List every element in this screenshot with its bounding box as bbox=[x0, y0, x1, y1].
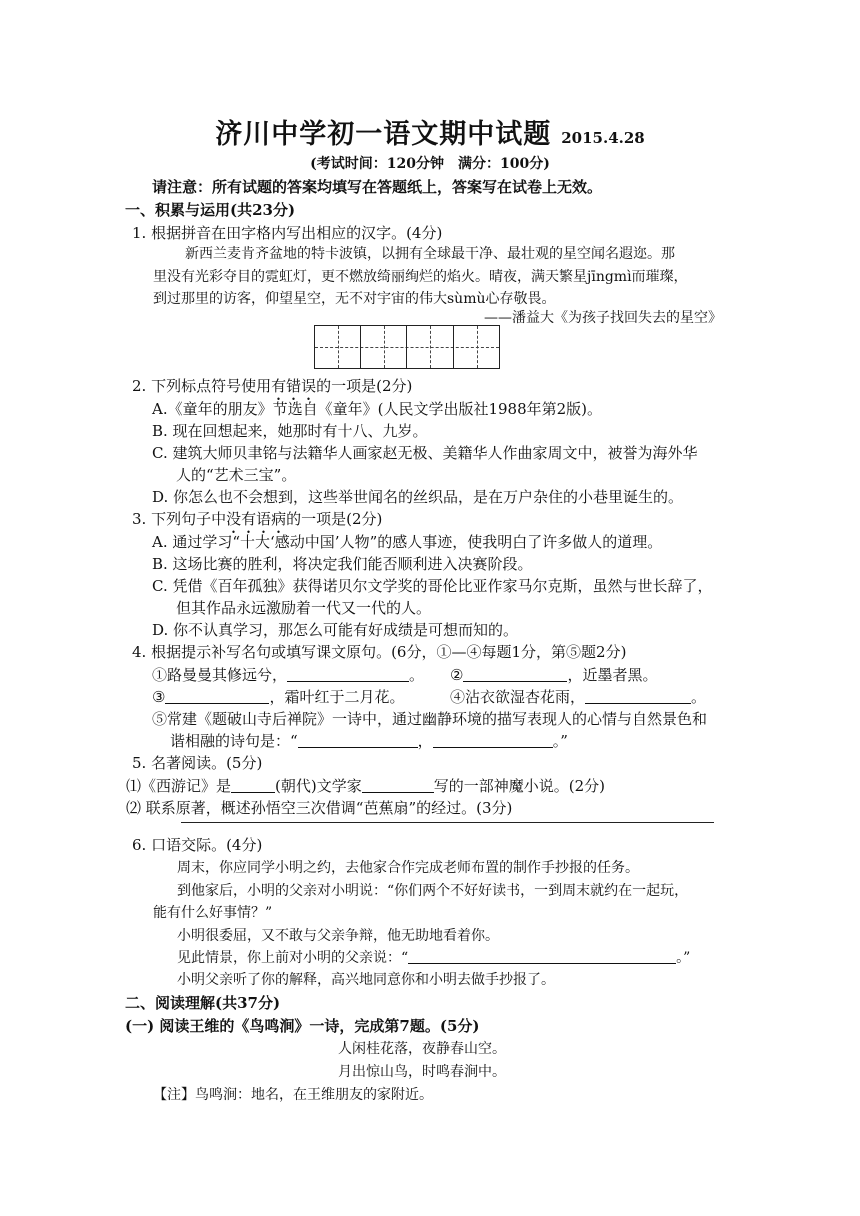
q5-stem: 5. 名著阅读。(5分) bbox=[132, 754, 263, 772]
title-text: 济川中学初一语文期中试题 bbox=[215, 119, 552, 150]
answer-blank bbox=[231, 778, 275, 793]
answer-blank bbox=[165, 689, 269, 704]
answer-blank bbox=[408, 949, 676, 964]
q6-line-4: 小明很委屈，又不敢与父亲争辩，他无助地看着你。 bbox=[177, 928, 499, 944]
q3-option-a: A. 通过学习“十大‘感动中国’人物”的感人事迹，使我明白了许多做人的道理。 bbox=[152, 533, 663, 551]
q3-option-d: D. 你不认真学习，那怎么可能有好成绩是可想而知的。 bbox=[152, 621, 519, 639]
exam-notice: 请注意：所有试题的答案均填写在答题纸上，答案写在试卷上无效。 bbox=[152, 178, 603, 196]
q2-option-d: D. 你怎么也不会想到，这些举世闻名的丝织品，是在万户杂住的小巷里诞生的。 bbox=[152, 488, 684, 506]
q2-option-b: B. 现在回想起来，她那时有十八、九岁。 bbox=[152, 422, 428, 440]
q4-item-5-line-1: ⑤常建《题破山寺后禅院》一诗中，通过幽静环境的描写表现人的心情与自然景色和 bbox=[152, 710, 708, 728]
q1-passage-line-3: 到过那里的访客，仰望星空，无不对宇宙的伟大sùmù心存敬畏。 bbox=[153, 291, 556, 307]
q3-option-c-line-1: C. 凭借《百年孤独》获得诺贝尔文学奖的哥伦比亚作家马尔克斯，虽然与世长辞了， bbox=[152, 577, 713, 595]
q6-stem: 6. 口语交际。(4分) bbox=[132, 836, 263, 854]
tianzige-grid bbox=[314, 325, 500, 369]
q4-item-3: ③ ，霜叶红于二月花。 bbox=[152, 688, 405, 706]
q5-sub-2: ⑵ 联系原著，概述孙悟空三次借调“芭蕉扇”的经过。(3分) bbox=[126, 799, 513, 817]
grid-cell-1 bbox=[315, 326, 361, 368]
q6-line-5: 见此情景，你上前对小明的父亲说：“ 。” bbox=[177, 950, 691, 966]
q2-option-a: A.《童年的朋友》节选自《童年》(人民文学出版社1988年第2版)。 bbox=[152, 400, 603, 418]
poem-line-2: 月出惊山鸟，时鸣春涧中。 bbox=[338, 1064, 506, 1080]
q6-line-1: 周末，你应同学小明之约，去他家合作完成老师布置的制作手抄报的任务。 bbox=[177, 860, 639, 876]
answer-blank bbox=[287, 667, 409, 682]
answer-blank bbox=[463, 667, 567, 682]
q3-option-c-line-2: 但其作品永远激励着一代又一代的人。 bbox=[176, 599, 432, 617]
q6-line-6: 小明父亲听了你的解释，高兴地同意你和小明去做手抄报了。 bbox=[177, 972, 555, 988]
q4-stem: 4. 根据提示补写名句或填写课文原句。(6分，①—④每题1分，第⑤题2分) bbox=[132, 643, 627, 661]
grid-cell-3 bbox=[407, 326, 454, 368]
grid-cell-2 bbox=[361, 326, 407, 368]
q6-line-2: 到他家后，小明的父亲对小明说：“你们两个不好好读书，一到周末就约在一起玩， bbox=[177, 883, 689, 899]
q3-emphasis: 没有语病 bbox=[226, 510, 287, 528]
q2-stem: 2. 下列标点符号使用有错误的一项是(2分) bbox=[132, 377, 413, 395]
q4-item-2: ② ，近墨者黑。 bbox=[450, 666, 658, 684]
q4-item-4: ④沾衣欲湿杏花雨， 。 bbox=[450, 688, 707, 706]
answer-blank bbox=[298, 733, 418, 748]
answer-blank bbox=[585, 689, 691, 704]
q1-passage-line-1: 新西兰麦肯齐盆地的特卡波镇，以拥有全球最干净、最壮观的星空闻名遐迩。那 bbox=[185, 246, 675, 262]
q3-option-b: B. 这场比赛的胜利，将决定我们能否顺利进入决赛阶段。 bbox=[152, 555, 533, 573]
q2-emphasis: 有错误 bbox=[271, 377, 317, 395]
q5-sub-1: ⑴《西游记》是 (朝代)文学家 写的一部神魔小说。(2分) bbox=[126, 777, 605, 795]
q1-source: ——潘益大《为孩子找回失去的星空》 bbox=[484, 310, 722, 326]
exam-info: (考试时间：120分钟 满分：100分) bbox=[310, 156, 550, 172]
q6-line-3: 能有什么好事情？” bbox=[153, 905, 273, 921]
page-title bbox=[0, 112, 860, 151]
q2-option-c-line-1: C. 建筑大师贝聿铭与法籍华人画家赵无极、美籍华人作曲家周文中，被誉为海外华 bbox=[152, 444, 698, 462]
q1-stem: 1. 根据拼音在田字格内写出相应的汉字。(4分) bbox=[132, 224, 443, 242]
subsection-heading-1: (一) 阅读王维的《鸟鸣涧》一诗，完成第7题。(5分) bbox=[125, 1017, 480, 1035]
q4-item-1: ①路曼曼其修远兮， 。 bbox=[152, 666, 425, 684]
q4-item-5-line-2: 谐相融的诗句是：“ ， 。” bbox=[170, 732, 568, 750]
section-heading-1: 一、积累与运用(共23分) bbox=[125, 201, 296, 219]
q1-passage-line-2: 里没有光彩夺目的霓虹灯，更不燃放绮丽绚烂的焰火。晴夜，满天繁星jīngmì而璀璨， bbox=[153, 269, 688, 285]
poem-line-1: 人闲桂花落，夜静春山空。 bbox=[338, 1041, 506, 1057]
grid-cell-4 bbox=[454, 326, 500, 368]
answer-line bbox=[181, 822, 714, 823]
q2-option-c-line-2: 人的“艺术三宝”。 bbox=[176, 466, 297, 484]
section-heading-2: 二、阅读理解(共37分) bbox=[125, 994, 281, 1012]
answer-blank bbox=[362, 778, 434, 793]
poem-note: 【注】鸟鸣涧：地名，在王维朋友的家附近。 bbox=[153, 1087, 433, 1103]
exam-date: 2015.4.28 bbox=[561, 129, 645, 147]
q3-stem: 3. 下列句子中没有语病的一项是(2分) bbox=[132, 510, 383, 528]
answer-blank bbox=[433, 733, 553, 748]
